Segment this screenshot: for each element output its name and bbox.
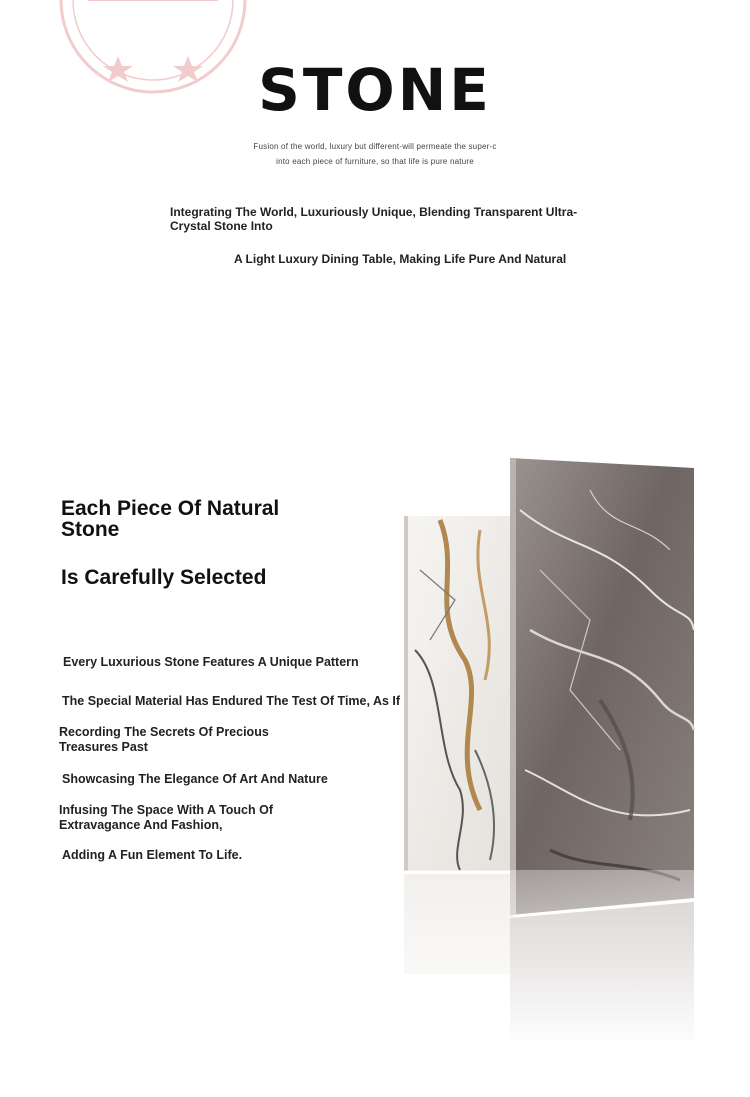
- feature-text: Every Luxurious Stone Features A Unique Pattern: [63, 655, 359, 669]
- section-heading-2: Is Carefully Selected: [61, 566, 267, 589]
- intro-text-2: A Light Luxury Dining Table, Making Life Pure And Natural: [234, 252, 567, 266]
- feature-text: The Special Material Has Endured The Test Of Time, As If: [62, 694, 401, 708]
- feature-text: Infusing The Space With A Touch Of Extravagance And Fashion,: [59, 803, 274, 832]
- subtitle-line-2: into each piece of furniture, so that life is pure nature: [276, 157, 474, 166]
- intro-text-1: Integrating The World, Luxuriously Unique, Blending Transparent Ultra-Crystal Stone Into: [170, 205, 578, 233]
- feature-text: Adding A Fun Element To Life.: [62, 848, 243, 862]
- grey-marble-slab: [510, 458, 694, 915]
- marble-slabs-illustration: [390, 450, 720, 1050]
- page-title: STONE: [258, 56, 492, 124]
- white-marble-slab: [404, 516, 514, 871]
- feature-text: Showcasing The Elegance Of Art And Nature: [62, 772, 328, 786]
- subtitle-line-1: Fusion of the world, luxury but different-will permeate the super-c: [253, 142, 497, 151]
- feature-text: Recording The Secrets Of Precious Treasures Past: [59, 725, 269, 754]
- section-heading-1: Each Piece Of Natural Stone: [61, 497, 280, 541]
